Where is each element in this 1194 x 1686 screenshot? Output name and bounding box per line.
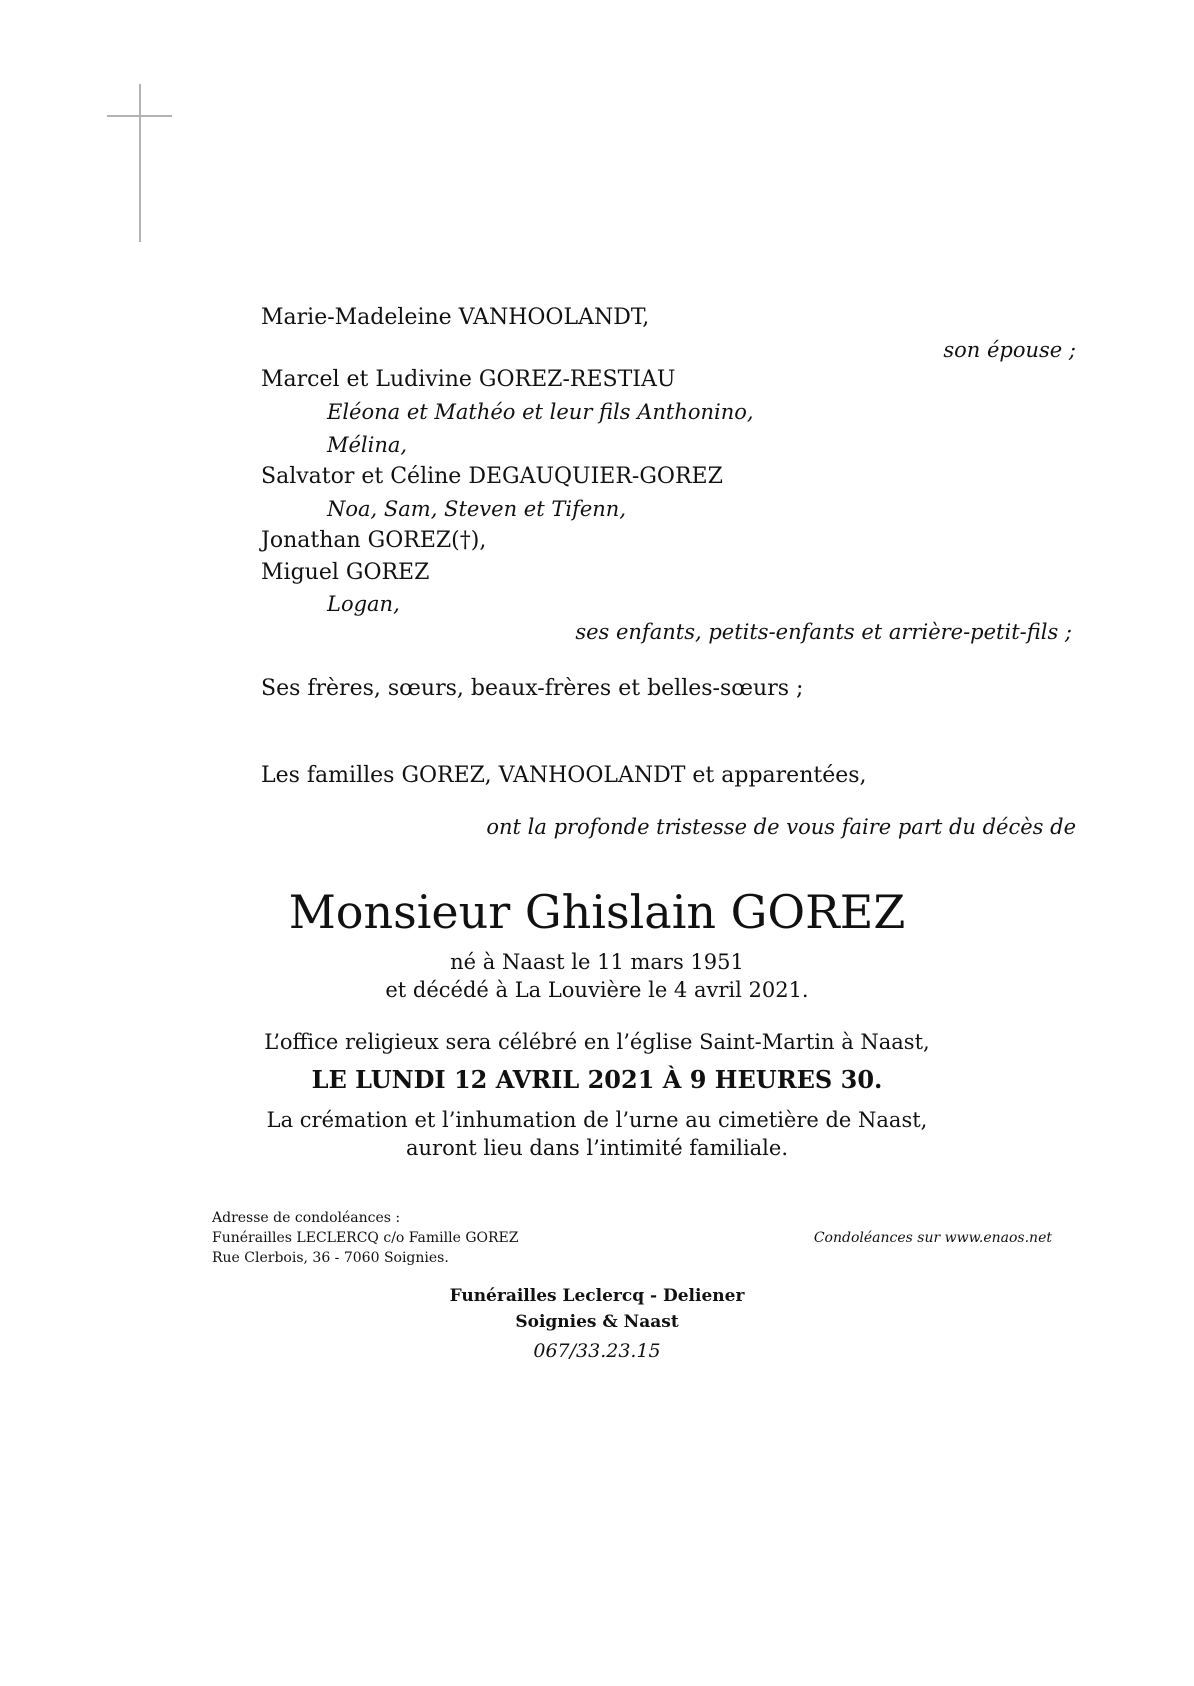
funeral-home-places: Soignies & Naast (515, 1312, 679, 1332)
announcement-line: ont la profonde tristesse de vous faire part du décès de (486, 815, 1076, 839)
child-2-kids: Noa, Sam, Steven et Tifenn, (327, 497, 626, 521)
children-role: ses enfants, petits-enfants et arrière-petit-fils ; (575, 620, 1072, 644)
child-2-name: Salvator et Céline DEGAUQUIER-GOREZ (261, 464, 723, 489)
funeral-home-phone: 067/33.23.15 (533, 1340, 661, 1362)
child-1-kids-b: Mélina, (327, 433, 408, 457)
cremation-line-1: La crémation et l’inhumation de l’urne au cimetière de Naast, (266, 1108, 928, 1132)
spouse-role: son épouse ; (943, 338, 1076, 362)
child-3-name: Jonathan GOREZ(†), (261, 528, 487, 553)
funeral-home-name: Funérailles Leclercq - Deliener (449, 1286, 745, 1306)
families-line: Les familles GOREZ, VANHOOLANDT et apparentées, (261, 763, 867, 788)
cross-icon-vertical (139, 84, 141, 242)
ceremony-date: LE LUNDI 12 AVRIL 2021 À 9 HEURES 30. (311, 1065, 883, 1094)
child-4-name: Miguel GOREZ (261, 560, 430, 585)
condolence-address-line-2: Rue Clerbois, 36 - 7060 Soignies. (212, 1250, 449, 1266)
spouse-name: Marie-Madeleine VANHOOLANDT, (261, 305, 650, 330)
cremation-line-2: auront lieu dans l’intimité familiale. (405, 1136, 789, 1160)
child-1-name: Marcel et Ludivine GOREZ-RESTIAU (261, 367, 676, 392)
death-line: et décédé à La Louvière le 4 avril 2021. (385, 978, 809, 1002)
condolence-address-label: Adresse de condoléances : (212, 1210, 401, 1226)
office-line: L’office religieux sera célébré en l’église Saint-Martin à Naast, (264, 1030, 930, 1054)
condolence-address-line-1: Funérailles LECLERCQ c/o Famille GOREZ (212, 1230, 519, 1246)
deceased-name: Monsieur Ghislain GOREZ (288, 885, 906, 939)
online-condolences: Condoléances sur www.enaos.net (813, 1230, 1052, 1246)
siblings-line: Ses frères, sœurs, beaux-frères et belles-sœurs ; (261, 676, 804, 701)
child-4-kids: Logan, (327, 592, 400, 616)
birth-line: né à Naast le 11 mars 1951 (450, 950, 744, 974)
child-1-kids-a: Eléona et Mathéo et leur fils Anthonino, (327, 400, 754, 424)
cross-icon-horizontal (107, 115, 172, 117)
